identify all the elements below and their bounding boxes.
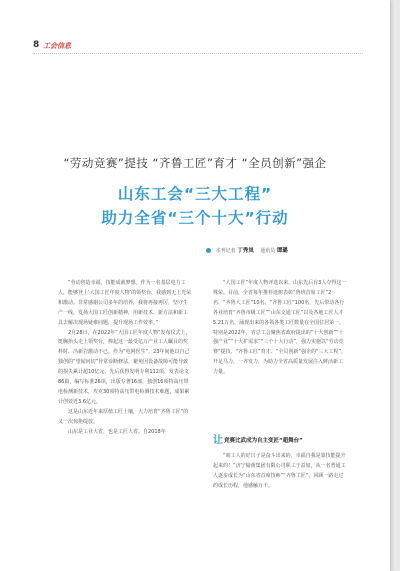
- article-subtitle: “劳动竞赛”提技 “齐鲁工匠”育才 “全员创新”强企: [63, 156, 327, 170]
- section-body: [213, 452, 347, 492]
- right-column: [213, 279, 347, 378]
- magazine-name: 工会信息: [43, 42, 71, 50]
- article-title-line2: 助力全省“三个十大”行动: [101, 209, 289, 227]
- reporter-name: 丁秀岚: [237, 248, 254, 254]
- reporter-label: 本刊记者: [215, 248, 236, 254]
- paragraph: 这是山东近年来厚植工匠土壤，大力培育“齐鲁工匠”的又一次惊艳绽放。: [58, 408, 189, 425]
- page-number: 8: [33, 40, 40, 50]
- header-divider: [33, 53, 363, 54]
- paragraph: “劳动创造幸福，技能成就梦想。作为一名基层电力工人，能够登上‘大国工匠年度人物’的领奖台，我感到无上光荣和激动。非常感谢公司多年的培养，我将再接再厉，坚守生产一线，发扬大国工匠创新精神，用新技术、新方法和新工具去解决现场疑难问题，提升现场工作效率。”: [58, 280, 192, 326]
- correspondent-label: 通讯员: [260, 248, 276, 254]
- section-heading-initial: 让: [213, 435, 223, 446]
- bullet-icon: [206, 248, 211, 253]
- paragraph: 山东是工业大省，也是工匠大省。自2018年: [68, 428, 166, 435]
- section-heading: [213, 431, 363, 446]
- correspondent-name: 谭璐: [276, 248, 288, 254]
- article-title-line1: 山东工会“三大工程”: [117, 185, 273, 203]
- paragraph: “咱工人的好日子是奋斗出来的，幸福自我是靠技能提升起来的！”济宁榆黄集团有限公司职工于益如，从一名普通工人逐步成长为“山东省首席技师”“齐鲁工匠”，回顾一路走过的成长历程，他感触万千。: [213, 453, 346, 489]
- paragraph: 2月28日，在2022年“大国工匠年度人物”发布仪式上，挺胸抬头走上领奖台，捧起这一最受亿万产业工人瞩目的奖杯时，冯新岩激动不已。作为“电网医生”，23年间他以自己独创的“望闻问切”异常诊断修法，避免因设备故障可能导致的损失累计超10亿元，先后获得发明专利112项、发表论文86篇，编写标准26项，出版专著16部，独创16项特高压带电检测新技术，攻克30项特高压带电检测技术难题，成果累计创效近3.6亿元。: [58, 329, 191, 405]
- section-heading-text: 竞赛比武成为自主变匠“超舞台”: [224, 438, 303, 444]
- byline: [206, 246, 288, 254]
- paragraph: “大国工匠”年度人物评选以来，山东先后有3人夺得这一殊荣。目前，全省每年推荐选树表彰“鲁班首席工匠”2名、“齐鲁大工匠”10名、“齐鲁工匠”100名，先后带动各行各业培育“齐鲁市级工匠”“山东交通工匠”以及各地工匠人才5.21万名，涌现出来的各领各类工匠数量在全国位居第一。特别是2022年，省总工会聚焦省政府提出的“十大创新”“十强产业”“十大扩需求”“三个十大行动”，强力实施以“劳动竞赛”提技、“齐鲁工匠”育才、“全员创新”强企的“三大工程”，开足马力，一齐发力，为助力全省高质量发展注入鲜活新工力量。: [213, 280, 347, 376]
- left-column: [58, 279, 192, 438]
